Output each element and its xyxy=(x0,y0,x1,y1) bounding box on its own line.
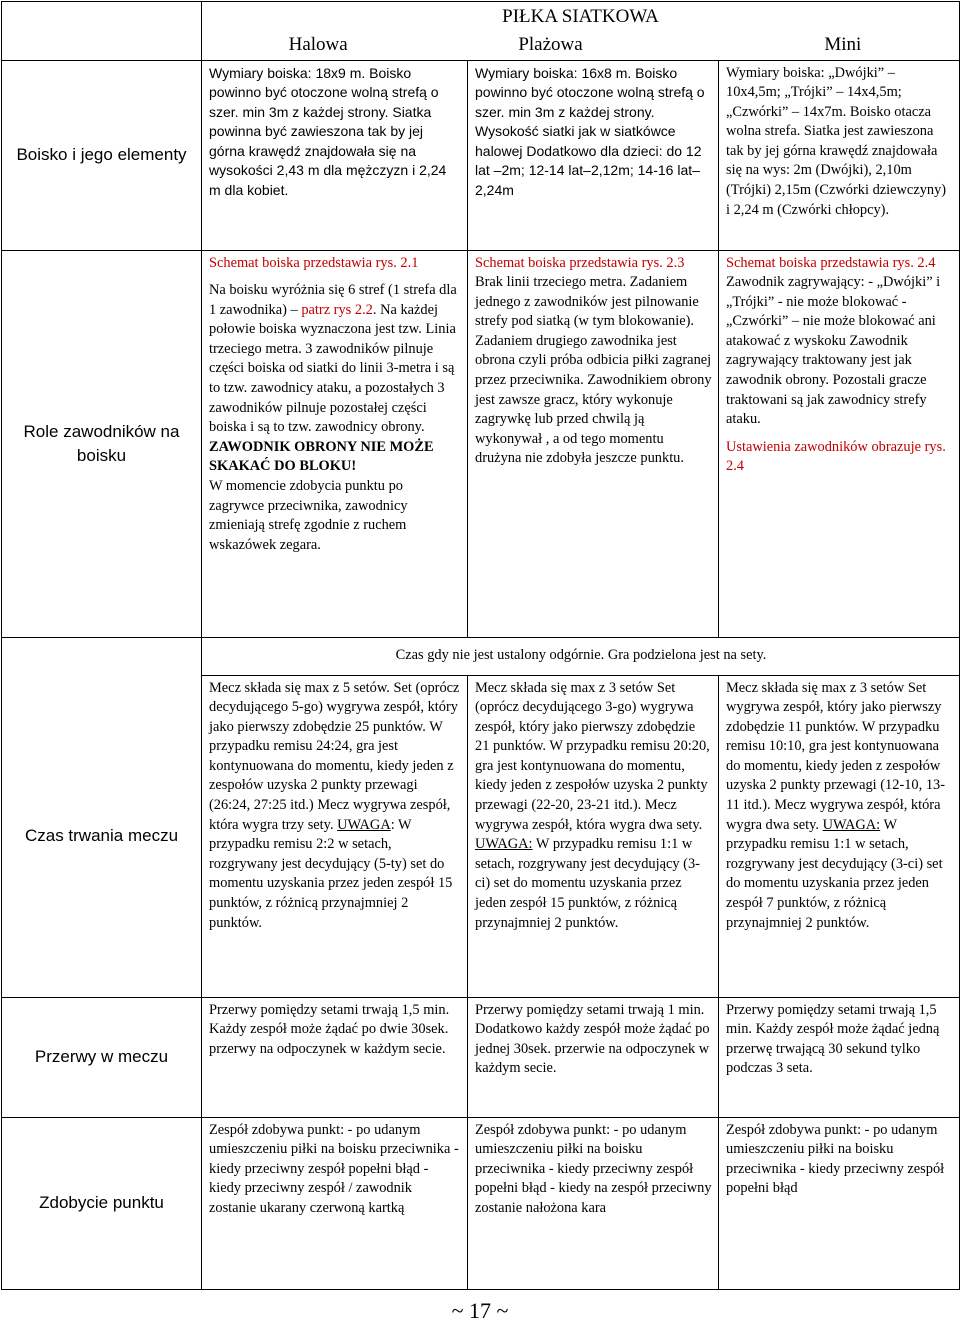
col-header-mini: Mini xyxy=(824,34,862,55)
row-label-role: Role zawodników na boisku xyxy=(2,250,202,637)
czas-plazowa: Mecz składa się max z 3 setów Set (oprócz decydującego 3-go) wygrywa zespół, który jako pierwszy zdobędzie 21 punktów. W przypadku remisu 20:20, gra jest kontynuowana do momentu, kiedy jeden z zespołów uzyska 2 punkty przewagi (22-20, 23-21 itd.). Mecz wygrywa zespół, która wygra dwa sety. UWAGA: W przypadku remisu 1:1 w setach, rozgrywany jest decydujący (3-ci) set do momentu uzyskania przez jeden zespół 15 punktów, z różnicą przynajmniej 2 punktów. xyxy=(468,675,719,997)
role-halowa-rotation: W momencie zdobycia punktu po zagrywce przeciwnika, zawodnicy zmieniają strefę zgodnie z ruchem wskazówek zegara. xyxy=(209,478,408,553)
role-mini-schemat: Schemat boiska przedstawia rys. 2.4 xyxy=(726,254,936,271)
czas-halowa: Mecz składa się max z 5 setów. Set (oprócz decydującego 5-go) wygrywa zespół, który jako pierwszy zdobędzie 25 punktów. W przypadku remisu 24:24, gra jest kontynuowana do momentu, kiedy jeden z zespołów uzyska 2 punkty przewagi (26:24, 27:25 itd.) Mecz wygrywa zespół, która wygra trzy sety. UWAGA: W przypadku remisu 2:2 w setach, rozgrywany jest decydujący (5-ty) set do momentu uzyskania przez jeden zespół 15 punktów, z różnicą przynajmniej 2 punktów. xyxy=(202,675,468,997)
boisko-mini: Wymiary boiska: „Dwójki” – 10x4,5m; „Trójki” – 14x4,5m; „Czwórki” – 14x7m. Boisko otacza wolna strefa. Siatka jest zawieszona tak by jej górna krawędź znajdowała się na wys: 2m (Dwójki), 2,10m (Trójki) 2,15m (Czwórki dziewczyny) i 2,24 m (Czwórki chłopcy). xyxy=(719,60,960,250)
row-label-punkt: Zdobycie punktu xyxy=(2,1117,202,1289)
przerwy-halowa: Przerwy pomiędzy setami trwają 1,5 min. Każdy zespół może żądać po dwie 30sek. przerwy na odpoczynek w każdym secie. xyxy=(202,997,468,1117)
column-headers xyxy=(202,32,960,60)
corner-cell xyxy=(2,2,202,33)
role-plazowa xyxy=(468,250,719,637)
punkt-plazowa: Zespół zdobywa punkt: - po udanym umieszczeniu piłki na boisku przeciwnika - kiedy przeciwny zespół popełni błąd - kiedy na zespół przeciwny zostanie nałożona kara xyxy=(468,1117,719,1289)
przerwy-mini: Przerwy pomiędzy setami trwają 1,5 min. Każdy zespół może żądać jedną przerwę trwającą 30 sekund tylko podczas 3 seta. xyxy=(719,997,960,1117)
punkt-halowa: Zespół zdobywa punkt: - po udanym umieszczeniu piłki na boisku przeciwnika - kiedy przeciwny zespół popełni błąd - kiedy przeciwny zespół / zawodnik zostanie ukarany czerwoną kartką xyxy=(202,1117,468,1289)
przerwy-plazowa: Przerwy pomiędzy setami trwają 1 min. Dodatkowo każdy zespół może żądać po jednej 30sek. przerwie na odpoczynek w każdym secie. xyxy=(468,997,719,1117)
row-label-boisko: Boisko i jego elementy xyxy=(2,60,202,250)
punkt-mini: Zespół zdobywa punkt: - po udanym umieszczeniu piłki na boisku przeciwnika - kiedy przeciwny zespół popełni błąd xyxy=(719,1117,960,1289)
role-halowa-warning: ZAWODNIK OBRONY NIE MOŻE SKAKAĆ DO BLOKU! xyxy=(209,438,434,475)
col-header-halowa: Halowa xyxy=(288,34,348,55)
role-plazowa-text: Brak linii trzeciego metra. Zadaniem jednego z zawodników jest pilnowanie strefy pod siatką (w tym blokowanie). Zadaniem drugiego zawodnika jest obrona czyli próba odbicia piłki zagranej przez przeciwnika. Zawodnikiem obrony jest zawsze gracz, który wykonuje zagrywkę lub przed chwilą ją wykonywał , a od tego momentu drużyna nie zdobyła jeszcze punktu. xyxy=(475,274,712,467)
role-halowa-schemat: Schemat boiska przedstawia rys. 2.1 xyxy=(209,254,419,271)
role-mini-ustawienia: Ustawienia zawodników obrazuje rys. 2.4 xyxy=(726,438,946,475)
czas-label-spacer xyxy=(2,637,202,675)
volleyball-rules-table xyxy=(1,1,960,1290)
boisko-halowa: Wymiary boiska: 18x9 m. Boisko powinno być otoczone wolną strefą o szer. min 3m z każdej strony. Siatka powinna być zawieszona tak by jej górna krawędź znajdowała się na wysokości 2,43 m dla mężczyzn i 2,24 m dla kobiet. xyxy=(202,60,468,250)
role-halowa xyxy=(202,250,468,637)
czas-mini: Mecz składa się max z 3 setów Set wygrywa zespół, który jako pierwszy zdobędzie 11 punktów. W przypadku remisu 10:10, gra jest kontynuowana do momentu, kiedy jeden z zespołów uzyska 2 punkty przewagi (12-10, 13-11 itd.). Mecz wygrywa zespół, która wygra dwa sety. UWAGA: W przypadku remisu 1:1 w setach, rozgrywany jest decydujący (3-ci) set do momentu uzyskania przez jeden zespół 7 punktów, z różnicą przynajmniej 2 punktów. xyxy=(719,675,960,997)
page-number: ~ 17 ~ xyxy=(451,1298,509,1323)
page-title: PIŁKA SIATKOWA xyxy=(202,2,960,33)
boisko-plazowa: Wymiary boiska: 16x8 m. Boisko powinno być otoczone wolną strefą o szer. min 3m z każdej strony. Wysokość siatki jak w siatkówce halowej Dodatkowo dla dzieci: do 12 lat –2m; 12-14 lat–2,12m; 14-16 lat–2,24m xyxy=(468,60,719,250)
czas-wspolne: Czas gdy nie jest ustalony odgórnie. Gra podzielona jest na sety. xyxy=(202,637,960,675)
col-header-plazowa: Plażowa xyxy=(518,34,583,55)
row-label-czas: Czas trwania meczu xyxy=(2,675,202,997)
row-label-przerwy: Przerwy w meczu xyxy=(2,997,202,1117)
role-mini xyxy=(719,250,960,637)
role-plazowa-schemat: Schemat boiska przedstawia rys. 2.3 xyxy=(475,254,685,271)
corner-cell-lower xyxy=(2,32,202,60)
role-mini-text: Zawodnik zagrywający: - „Dwójki” i „Trójki” - nie może blokować - „Czwórki” – nie może blokować ani atakować z wyskoku Zawodnik zagrywający traktowany jest jak zawodnik obrony. Pozostali gracze traktowani są jak zawodnicy strefy ataku. xyxy=(726,274,941,428)
role-halowa-text: Na boisku wyróżnia się 6 stref (1 strefa dla 1 zawodnika) – patrz rys 2.2. Na każdej połowie boiska wyznaczona jest tzw. Linia trzeciego metra. 3 zawodników pilnuje części boiska od siatki do linii 3-metra i są to tzw. zawodnicy ataku, a pozostałych 3 zawodników pilnuje pozostałej części boiska i są to tzw. zawodnicy obrony. xyxy=(209,282,457,436)
